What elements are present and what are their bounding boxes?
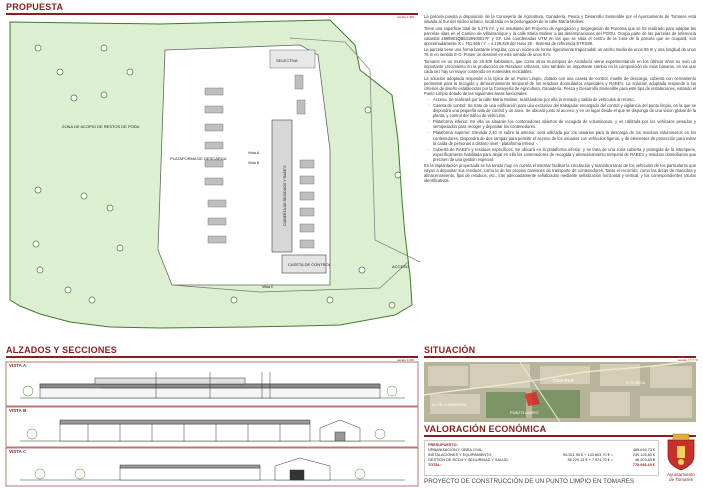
budget-row-detail: 95.521,90 € + 143.603,70 € =	[563, 453, 613, 457]
section-title-propuesta: PROPUESTA	[6, 2, 64, 12]
label-selectiva: SELECTIVA	[276, 58, 298, 63]
budget-row-value: 239.125,60 €	[632, 453, 655, 457]
list-item: - Plataforma inferior: En ella se situarán los contenedores abiertos de recogida de voluminosos, y es utilizada por los vehículos pesados y semipesados para recoger y depositar los contenedores.	[428, 119, 696, 129]
elevation-vista-b	[20, 420, 405, 441]
scale-situacion: escala 1:5.000	[678, 358, 698, 362]
map-label-road2: C/ FLORIDA	[626, 381, 646, 385]
functional-areas-list	[428, 97, 696, 162]
label-vista-a: Vista A	[248, 151, 260, 155]
list-item: - Plataforma superior: Elevada 2,40 m sobre la anterior, será utilizada por los usuarios para la descarga de los residuos voluminosos en los contenedores. Dispondrá de dos rampas para permitir el acceso de los usuarios con vehículos ligeros, y de elementos de protección para evitar la caída de personas a distinto nivel - plataforma inferior -.	[428, 130, 696, 145]
crest-line-2: de Tomares	[669, 477, 693, 482]
section-title-valoracion: VALORACIÓN ECONÓMICA	[424, 424, 547, 434]
list-item: - Cubierta de RAEE's y residuos específicos: Se ubicará en la plataforma inferior, y se trata de una zona cubierta y protegida de la intemperie, específicamente habilitada para alojar en ella los contenedores de recogida y almacenamiento temporal de RAEE's y residuos domiciliarios que precisen de una gestión especial.	[428, 147, 696, 162]
desc-paragraph: Tiene una superficie total de 5.375 m², y es resultante del Proyecto de Agregación y Segregación de Parcelas que se ha realizado para adaptar las parcelas sitas en el Camino de Villamanrique y la calle María Moliner a las determinaciones del PGOU. Ocupa parte de las parcelas de referencia catastral 1695901QB6319N0001YF y GF. Las coordenadas UTM en las que se sitúa el centro de la zona de la parcela que se ocupará, son aproximadamente X = 761.565 / Y = 4.139.325 del Huso 29 - Sistema de referencia ETRS89.	[424, 25, 696, 46]
section-title-situacion: SITUACIÓN	[424, 345, 476, 355]
label-vista-b: Vista B	[248, 161, 260, 165]
desc-paragraph: La parcela tiene una forma bastante irregular, con un núcleo de forma ligeramente trapezoidal; un ancho medio de unos 65 m y una longitud de unos 75 m en sentido E-O. Posee un desnivel en este sentido de unos 9 m.	[424, 47, 696, 58]
label-plataforma: PLATAFORMA DE DESCARGA	[170, 156, 227, 161]
label-vista-c: Vista C	[262, 285, 274, 289]
label-acceso: ACCESO	[392, 264, 409, 269]
budget-row-value: 485.616,73 €	[632, 448, 655, 452]
scale-alzados: escala 1:200	[397, 358, 415, 362]
desc-paragraph: En la implantación proyectada se ha tenido muy en cuenta el intentar facilitar la circulación y maniobra tanto de los vehículos de los particulares que vayan a depositar sus residuos, como la de los propios camiones de transporte de contenedores. Tanto el recorrido, como las áreas de maniobra y almacenamiento, fijas de residuos, etc., irán adecuadamente señalizados mediante señalización horizontal y vertical, y los correspondientes rótulos identificativos.	[424, 162, 696, 183]
label-caseta: CASETA DE CONTROL	[288, 262, 331, 267]
budget-total-row	[428, 463, 655, 468]
budget-row-label: GESTIÓN DE RCD's Y SEGURIDAD Y SALUD:	[428, 458, 509, 462]
budget-table	[424, 440, 659, 476]
map-label-punto: PUNTO LIMPIO	[510, 410, 539, 415]
budget-total-label: TOTAL:	[428, 463, 442, 467]
scale-propuesta: escala 1:400	[397, 15, 415, 19]
budget-row-label: URBANIZACIÓN Y OBRA CIVIL:	[428, 448, 484, 452]
crest-caption	[660, 472, 702, 482]
vista-a-label: VISTA A	[9, 363, 27, 368]
budget-row-label: INSTALACIONES Y EQUIPAMIENTO:	[428, 453, 493, 457]
section-title-alzados: ALZADOS Y SECCIONES	[6, 345, 117, 355]
budget-row-detail: 38.229,13 € + 7.974,70 € =	[567, 458, 613, 462]
cubierta-zone	[272, 120, 292, 252]
project-footer-title: PROYECTO DE CONSTRUCCIÓN DE UN PUNTO LIMPIO EN TOMARES	[424, 478, 635, 485]
budget-total-value: 770.946,19 €	[632, 463, 655, 467]
list-item: - Caseta de control: Se trata de una edificación para uso exclusivo del trabajador encargado del control y vigilancia del punto limpio, en la que se dispondrá una pequeña sala de control y un aseo. Se ubicará junto al acceso, y en un lugar desde el que se disponga de una visión global de la planta, y control del tráfico de vehículos.	[428, 103, 696, 118]
budget-row-value: 46.203,83 €	[634, 458, 655, 462]
vista-b-label: VISTA B	[9, 408, 27, 413]
crest-line-1: Ayuntamiento	[666, 472, 695, 477]
project-description	[424, 14, 696, 340]
list-item: - Acceso: Se realizará por la calle María Moliner, realizándose por ella la entrada y salida de vehículos al recinto.	[428, 97, 696, 102]
budget-heading: PRESUPUESTO:	[428, 443, 458, 447]
label-zona-acopio: ZONA DE ACOPIO DE RESTOS DE PODA	[62, 124, 140, 129]
vista-c-label: VISTA C	[9, 449, 27, 454]
desc-paragraph: La parcela puesta a disposición de la Consejería de Agricultura, Ganadería, Pesca y Desarrollo Sostenible por el Ayuntamiento de Tomares está situada al Sur del núcleo urbano, localizada en la prolongación de la calle María Moliner.	[424, 14, 696, 25]
map-label-tomares: TOMARES	[552, 378, 574, 383]
desc-paragraph: La solución adoptada responde a la típica de un Punto Limpio, dotado con una caseta de control, muelle de descarga, cubierta con cerramiento perimetral para la recogida y almacenamiento temporal de los residuos domiciliarios especiales y RAEE's. La solución adoptada responde a los criterios de diseño establecidos por la Consejería de Agricultura, Ganadería, Pesca y Desarrollo Sostenible para este tipo de instalaciones, estando el Punto Limpio dotado de las siguientes áreas funcionales:	[424, 75, 696, 96]
crest-logo	[668, 434, 694, 470]
desc-paragraph: Tomares es un municipio de 25.309 habitantes, que como otros municipios de Andalucía viene experimentando en los últimos años no solo un importante crecimiento en la producción de Residuos Urbanos, sino también un importante cambio en la composición de esas basuras, en las que cada vez hay un mayor contenido en materiales reciclables.	[424, 58, 696, 74]
map-label-road1: Av. DE LA ARBOLEDA	[432, 403, 467, 407]
label-cubierta: CUBIERTA DE RESIDUOS Y RAEE'S	[283, 165, 287, 226]
elevation-vista-a	[20, 372, 405, 398]
